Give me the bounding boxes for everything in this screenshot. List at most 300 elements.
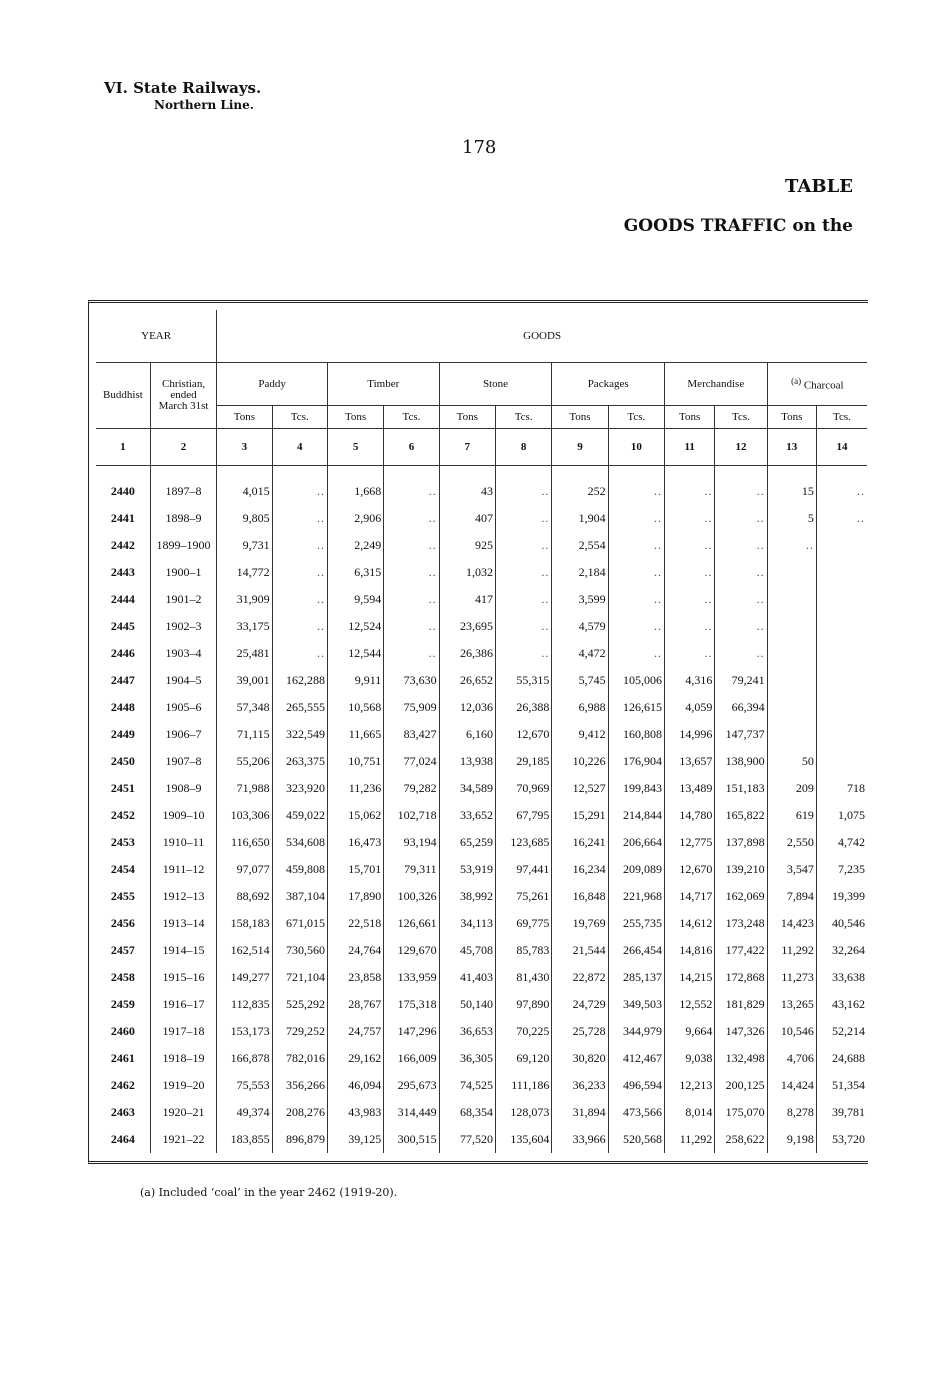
value-cell: 11,236 xyxy=(327,775,383,802)
value-cell: 718 xyxy=(847,781,865,795)
table-row xyxy=(96,694,867,721)
table-row xyxy=(96,586,867,613)
buddhist-year-cell: 2455 xyxy=(96,883,150,910)
section-subtitle: Northern Line. xyxy=(154,98,254,112)
value-cell: .. xyxy=(384,478,439,505)
value-cell: 19,769 xyxy=(552,910,608,937)
value-cell xyxy=(767,721,816,748)
value-cell: 4,059 xyxy=(665,694,715,721)
value-cell: .. xyxy=(384,532,439,559)
buddhist-year-cell: 2442 xyxy=(96,532,150,559)
value-cell: .. xyxy=(608,586,664,613)
value-cell: 671,015 xyxy=(272,910,327,937)
value-cell: 93,194 xyxy=(384,829,439,856)
value-cell: 16,234 xyxy=(552,856,608,883)
unit-tons: Tons xyxy=(552,406,608,429)
value-cell: 23,695 xyxy=(439,613,495,640)
value-cell: 49,374 xyxy=(217,1099,272,1126)
value-cell: 8,014 xyxy=(665,1099,715,1126)
value-cell: 67,795 xyxy=(495,802,551,829)
christian-year-cell: 1903–4 xyxy=(150,640,216,667)
value-cell: 177,422 xyxy=(715,937,767,964)
value-cell: 123,685 xyxy=(495,829,551,856)
unit-tons: Tons xyxy=(665,406,715,429)
value-cell: 97,077 xyxy=(217,856,272,883)
value-cell: 126,615 xyxy=(608,694,664,721)
value-cell: 206,664 xyxy=(608,829,664,856)
value-cell: 36,653 xyxy=(439,1018,495,1045)
value-cell: 344,979 xyxy=(608,1018,664,1045)
value-cell: 50 xyxy=(767,748,816,775)
value-cell: 25,728 xyxy=(552,1018,608,1045)
value-cell: 25,481 xyxy=(217,640,272,667)
value-cell: 36,233 xyxy=(552,1072,608,1099)
value-cell: 15,291 xyxy=(552,802,608,829)
value-cell: 15,701 xyxy=(327,856,383,883)
value-cell: .. xyxy=(665,478,715,505)
christian-year-cell: 1900–1 xyxy=(150,559,216,586)
value-cell: 173,248 xyxy=(715,910,767,937)
value-cell: 1,032 xyxy=(439,559,495,586)
buddhist-year-cell: 2461 xyxy=(96,1045,150,1072)
value-cell xyxy=(816,748,867,775)
value-cell: 14,772 xyxy=(217,559,272,586)
table-header-row-1 xyxy=(96,310,867,363)
table-row xyxy=(96,1018,867,1045)
buddhist-year-cell: 2463 xyxy=(96,1099,150,1126)
value-cell: 13,489 xyxy=(665,775,715,802)
value-cell: 111,186 xyxy=(495,1072,551,1099)
value-cell: .. xyxy=(272,505,327,532)
value-cell: 412,467 xyxy=(608,1045,664,1072)
value-cell: 200,125 xyxy=(715,1072,767,1099)
value-cell xyxy=(816,613,867,640)
value-cell: 79,282 xyxy=(384,775,439,802)
value-cell: 55,206 xyxy=(217,748,272,775)
table-row xyxy=(96,559,867,586)
value-cell: 11,292 xyxy=(767,937,816,964)
value-cell: .. xyxy=(272,586,327,613)
value-cell: 2,249 xyxy=(327,532,383,559)
buddhist-year-cell: 2459 xyxy=(96,991,150,1018)
value-cell: 128,073 xyxy=(495,1099,551,1126)
value-cell: .. xyxy=(857,484,865,498)
value-cell: 2,554 xyxy=(552,532,608,559)
value-cell: 45,708 xyxy=(439,937,495,964)
value-cell: .. xyxy=(384,559,439,586)
value-cell: 314,449 xyxy=(384,1099,439,1126)
value-cell: .. xyxy=(608,478,664,505)
value-cell: 24,757 xyxy=(327,1018,383,1045)
value-cell: 13,938 xyxy=(439,748,495,775)
footnote: (a) Included ‘coal’ in the year 2462 (1919-20). xyxy=(140,1186,398,1199)
value-cell: 5,745 xyxy=(552,667,608,694)
value-cell: 12,670 xyxy=(665,856,715,883)
buddhist-year-cell: 2445 xyxy=(96,613,150,640)
value-cell: 9,198 xyxy=(767,1126,816,1153)
column-number: 14 xyxy=(816,429,867,466)
value-cell: 26,652 xyxy=(439,667,495,694)
value-cell: 13,657 xyxy=(665,748,715,775)
column-number: 6 xyxy=(384,429,439,466)
value-cell: 209,089 xyxy=(608,856,664,883)
value-cell: .. xyxy=(384,613,439,640)
value-cell: .. xyxy=(665,586,715,613)
group-timber: Timber xyxy=(327,363,439,406)
column-number: 11 xyxy=(665,429,715,466)
value-cell: 4,742 xyxy=(838,835,865,849)
value-cell: 6,160 xyxy=(439,721,495,748)
value-cell: 6,988 xyxy=(552,694,608,721)
value-cell xyxy=(767,694,816,721)
column-number: 12 xyxy=(715,429,767,466)
value-cell: 9,038 xyxy=(665,1045,715,1072)
table-row xyxy=(96,532,867,559)
value-cell: 85,783 xyxy=(495,937,551,964)
value-cell: .. xyxy=(665,559,715,586)
christian-year-cell: 1919–20 xyxy=(150,1072,216,1099)
value-cell: .. xyxy=(665,640,715,667)
table-row xyxy=(96,937,867,964)
value-cell: .. xyxy=(665,505,715,532)
value-cell: 1,075 xyxy=(838,808,865,822)
value-cell: 24,729 xyxy=(552,991,608,1018)
value-cell: 175,318 xyxy=(384,991,439,1018)
value-cell: 31,909 xyxy=(217,586,272,613)
unit-tons: Tons xyxy=(217,406,272,429)
buddhist-year-cell: 2454 xyxy=(96,856,150,883)
christian-year-cell: 1897–8 xyxy=(150,478,216,505)
value-cell: 30,820 xyxy=(552,1045,608,1072)
value-cell: 10,226 xyxy=(552,748,608,775)
value-cell: 12,036 xyxy=(439,694,495,721)
table-row xyxy=(96,775,867,802)
christian-year-cell: 1920–21 xyxy=(150,1099,216,1126)
value-cell: 126,661 xyxy=(384,910,439,937)
page-number: 178 xyxy=(462,137,497,158)
value-cell: 520,568 xyxy=(608,1126,664,1153)
value-cell: 71,988 xyxy=(217,775,272,802)
value-cell: 12,670 xyxy=(495,721,551,748)
value-cell: 73,630 xyxy=(384,667,439,694)
buddhist-year-cell: 2453 xyxy=(96,829,150,856)
value-cell: 133,959 xyxy=(384,964,439,991)
charcoal-note: (a) xyxy=(791,376,802,387)
value-cell: 166,009 xyxy=(384,1045,439,1072)
value-cell: 14,717 xyxy=(665,883,715,910)
value-cell: 57,348 xyxy=(217,694,272,721)
value-cell: 14,816 xyxy=(665,937,715,964)
value-cell: 10,546 xyxy=(767,1018,816,1045)
table-subtitle: GOODS TRAFFIC on the xyxy=(623,216,853,236)
unit-tons: Tons xyxy=(439,406,495,429)
value-cell: 14,424 xyxy=(767,1072,816,1099)
value-cell xyxy=(816,721,867,748)
value-cell: 349,503 xyxy=(608,991,664,1018)
buddhist-year-cell: 2452 xyxy=(96,802,150,829)
value-cell: 295,673 xyxy=(384,1072,439,1099)
christian-year-cell: 1912–13 xyxy=(150,883,216,910)
value-cell: 46,094 xyxy=(327,1072,383,1099)
buddhist-year-cell: 2444 xyxy=(96,586,150,613)
table-body xyxy=(96,478,867,1153)
value-cell: .. xyxy=(272,478,327,505)
value-cell: 925 xyxy=(439,532,495,559)
value-cell: 147,296 xyxy=(384,1018,439,1045)
value-cell: 172,868 xyxy=(715,964,767,991)
value-cell: 387,104 xyxy=(272,883,327,910)
value-cell: .. xyxy=(384,640,439,667)
column-number: 5 xyxy=(327,429,383,466)
column-number: 9 xyxy=(552,429,608,466)
value-cell: 9,594 xyxy=(327,586,383,613)
value-cell: 4,316 xyxy=(665,667,715,694)
value-cell: 3,599 xyxy=(552,586,608,613)
value-cell: 619 xyxy=(767,802,816,829)
value-cell: .. xyxy=(608,559,664,586)
value-cell: 52,214 xyxy=(832,1024,865,1038)
value-cell: 2,550 xyxy=(767,829,816,856)
value-cell xyxy=(816,667,867,694)
goods-traffic-table xyxy=(96,310,867,1153)
table-row xyxy=(96,991,867,1018)
value-cell xyxy=(767,613,816,640)
table-header-row-2 xyxy=(96,363,867,406)
value-cell: 31,894 xyxy=(552,1099,608,1126)
column-number: 3 xyxy=(217,429,272,466)
value-cell: 221,968 xyxy=(608,883,664,910)
value-cell: .. xyxy=(272,640,327,667)
value-cell: 43,983 xyxy=(327,1099,383,1126)
value-cell: 14,996 xyxy=(665,721,715,748)
value-cell: 75,553 xyxy=(217,1072,272,1099)
unit-tcs: Tcs. xyxy=(384,406,439,429)
table-row xyxy=(96,640,867,667)
value-cell: .. xyxy=(384,505,439,532)
unit-tcs: Tcs. xyxy=(272,406,327,429)
value-cell: 4,472 xyxy=(552,640,608,667)
buddhist-year-cell: 2447 xyxy=(96,667,150,694)
buddhist-year-cell: 2448 xyxy=(96,694,150,721)
value-cell: .. xyxy=(495,613,551,640)
value-cell: .. xyxy=(495,478,551,505)
unit-tcs: Tcs. xyxy=(715,406,767,429)
value-cell xyxy=(816,640,867,667)
value-cell: 9,805 xyxy=(217,505,272,532)
column-number: 7 xyxy=(439,429,495,466)
buddhist-year-cell: 2462 xyxy=(96,1072,150,1099)
christian-year-cell: 1911–12 xyxy=(150,856,216,883)
value-cell: 2,184 xyxy=(552,559,608,586)
buddhist-year-cell: 2449 xyxy=(96,721,150,748)
christian-year-cell: 1909–10 xyxy=(150,802,216,829)
value-cell: 10,568 xyxy=(327,694,383,721)
value-cell: 39,125 xyxy=(327,1126,383,1153)
value-cell xyxy=(816,694,867,721)
value-cell: 9,911 xyxy=(327,667,383,694)
value-cell: 459,022 xyxy=(272,802,327,829)
buddhist-year-cell: 2443 xyxy=(96,559,150,586)
value-cell: 208,276 xyxy=(272,1099,327,1126)
value-cell: .. xyxy=(495,640,551,667)
value-cell: 43 xyxy=(439,478,495,505)
value-cell xyxy=(816,532,867,559)
value-cell: 77,024 xyxy=(384,748,439,775)
value-cell: 22,872 xyxy=(552,964,608,991)
value-cell: 16,241 xyxy=(552,829,608,856)
value-cell: 11,665 xyxy=(327,721,383,748)
christian-year-cell: 1917–18 xyxy=(150,1018,216,1045)
spacer-row xyxy=(96,466,867,479)
table-row xyxy=(96,1126,867,1153)
value-cell xyxy=(816,586,867,613)
buddhist-year-cell: 2464 xyxy=(96,1126,150,1153)
value-cell: 6,315 xyxy=(327,559,383,586)
value-cell: 50,140 xyxy=(439,991,495,1018)
value-cell: .. xyxy=(715,586,767,613)
christian-year-cell: 1899–1900 xyxy=(150,532,216,559)
value-cell: 23,858 xyxy=(327,964,383,991)
value-cell: 166,878 xyxy=(217,1045,272,1072)
value-cell: 11,292 xyxy=(665,1126,715,1153)
value-cell: 79,311 xyxy=(384,856,439,883)
unit-tcs: Tcs. xyxy=(495,406,551,429)
value-cell: 12,527 xyxy=(552,775,608,802)
value-cell: .. xyxy=(715,613,767,640)
table-row xyxy=(96,856,867,883)
value-cell: 100,326 xyxy=(384,883,439,910)
value-cell: 29,185 xyxy=(495,748,551,775)
buddhist-year-cell: 2458 xyxy=(96,964,150,991)
value-cell: 5 xyxy=(767,505,816,532)
buddhist-year-cell: 2451 xyxy=(96,775,150,802)
value-cell: 66,394 xyxy=(715,694,767,721)
value-cell: 70,225 xyxy=(495,1018,551,1045)
value-cell: 199,843 xyxy=(608,775,664,802)
value-cell: 88,692 xyxy=(217,883,272,910)
value-cell: 252 xyxy=(552,478,608,505)
unit-tcs: Tcs. xyxy=(608,406,664,429)
christian-year-cell: 1913–14 xyxy=(150,910,216,937)
value-cell xyxy=(767,667,816,694)
value-cell: 21,544 xyxy=(552,937,608,964)
value-cell: 41,403 xyxy=(439,964,495,991)
value-cell: .. xyxy=(384,586,439,613)
value-cell: 69,775 xyxy=(495,910,551,937)
value-cell: .. xyxy=(767,532,816,559)
value-cell: 139,210 xyxy=(715,856,767,883)
value-cell: .. xyxy=(272,559,327,586)
value-cell: 12,213 xyxy=(665,1072,715,1099)
value-cell: 12,524 xyxy=(327,613,383,640)
value-cell: 15 xyxy=(767,478,816,505)
value-cell: 15,062 xyxy=(327,802,383,829)
value-cell: 71,115 xyxy=(217,721,272,748)
table-label: TABLE xyxy=(785,176,853,197)
christian-year-cell: 1921–22 xyxy=(150,1126,216,1153)
value-cell: 214,844 xyxy=(608,802,664,829)
value-cell: 473,566 xyxy=(608,1099,664,1126)
value-cell: 14,423 xyxy=(767,910,816,937)
value-cell: 730,560 xyxy=(272,937,327,964)
value-cell: 39,781 xyxy=(832,1105,865,1119)
value-cell: 17,890 xyxy=(327,883,383,910)
value-cell: 300,515 xyxy=(384,1126,439,1153)
value-cell: 496,594 xyxy=(608,1072,664,1099)
value-cell: .. xyxy=(272,613,327,640)
christian-year-cell: 1915–16 xyxy=(150,964,216,991)
table-row xyxy=(96,478,867,505)
table-row xyxy=(96,667,867,694)
value-cell: 43,162 xyxy=(832,997,865,1011)
value-cell: 65,259 xyxy=(439,829,495,856)
value-cell: 13,265 xyxy=(767,991,816,1018)
value-cell: 33,966 xyxy=(552,1126,608,1153)
table-row xyxy=(96,802,867,829)
value-cell: 11,273 xyxy=(767,964,816,991)
value-cell: 7,894 xyxy=(767,883,816,910)
value-cell: 181,829 xyxy=(715,991,767,1018)
buddhist-year-cell: 2450 xyxy=(96,748,150,775)
value-cell: 34,113 xyxy=(439,910,495,937)
value-cell: 7,235 xyxy=(838,862,865,876)
christian-year-cell: 1910–11 xyxy=(150,829,216,856)
value-cell: 175,070 xyxy=(715,1099,767,1126)
value-cell: .. xyxy=(715,505,767,532)
value-cell: .. xyxy=(608,613,664,640)
value-cell: 36,305 xyxy=(439,1045,495,1072)
table-row xyxy=(96,1045,867,1072)
value-cell: 112,835 xyxy=(217,991,272,1018)
unit-tons: Tons xyxy=(767,406,816,429)
group-paddy: Paddy xyxy=(217,363,328,406)
unit-tons: Tons xyxy=(327,406,383,429)
value-cell: .. xyxy=(608,640,664,667)
value-cell: .. xyxy=(715,532,767,559)
value-cell: 83,427 xyxy=(384,721,439,748)
value-cell: 105,006 xyxy=(608,667,664,694)
value-cell: 137,898 xyxy=(715,829,767,856)
value-cell: 69,120 xyxy=(495,1045,551,1072)
table-row xyxy=(96,613,867,640)
value-cell: 53,919 xyxy=(439,856,495,883)
value-cell: .. xyxy=(608,532,664,559)
value-cell: 102,718 xyxy=(384,802,439,829)
value-cell: .. xyxy=(715,478,767,505)
value-cell: 22,518 xyxy=(327,910,383,937)
section-heading xyxy=(104,80,261,114)
group-merchandise: Merchandise xyxy=(665,363,768,406)
value-cell xyxy=(816,559,867,586)
value-cell: 24,764 xyxy=(327,937,383,964)
value-cell: 160,808 xyxy=(608,721,664,748)
value-cell: 12,775 xyxy=(665,829,715,856)
value-cell xyxy=(767,586,816,613)
value-cell: 75,909 xyxy=(384,694,439,721)
value-cell: 322,549 xyxy=(272,721,327,748)
value-cell: 1,668 xyxy=(327,478,383,505)
buddhist-header: Buddhist xyxy=(96,363,150,429)
value-cell: 534,608 xyxy=(272,829,327,856)
value-cell: 97,890 xyxy=(495,991,551,1018)
year-header: YEAR xyxy=(96,310,217,363)
value-cell: .. xyxy=(665,613,715,640)
value-cell: 26,386 xyxy=(439,640,495,667)
value-cell: 323,920 xyxy=(272,775,327,802)
buddhist-year-cell: 2456 xyxy=(96,910,150,937)
value-cell: 40,546 xyxy=(832,916,865,930)
charcoal-label: Charcoal xyxy=(803,379,844,392)
